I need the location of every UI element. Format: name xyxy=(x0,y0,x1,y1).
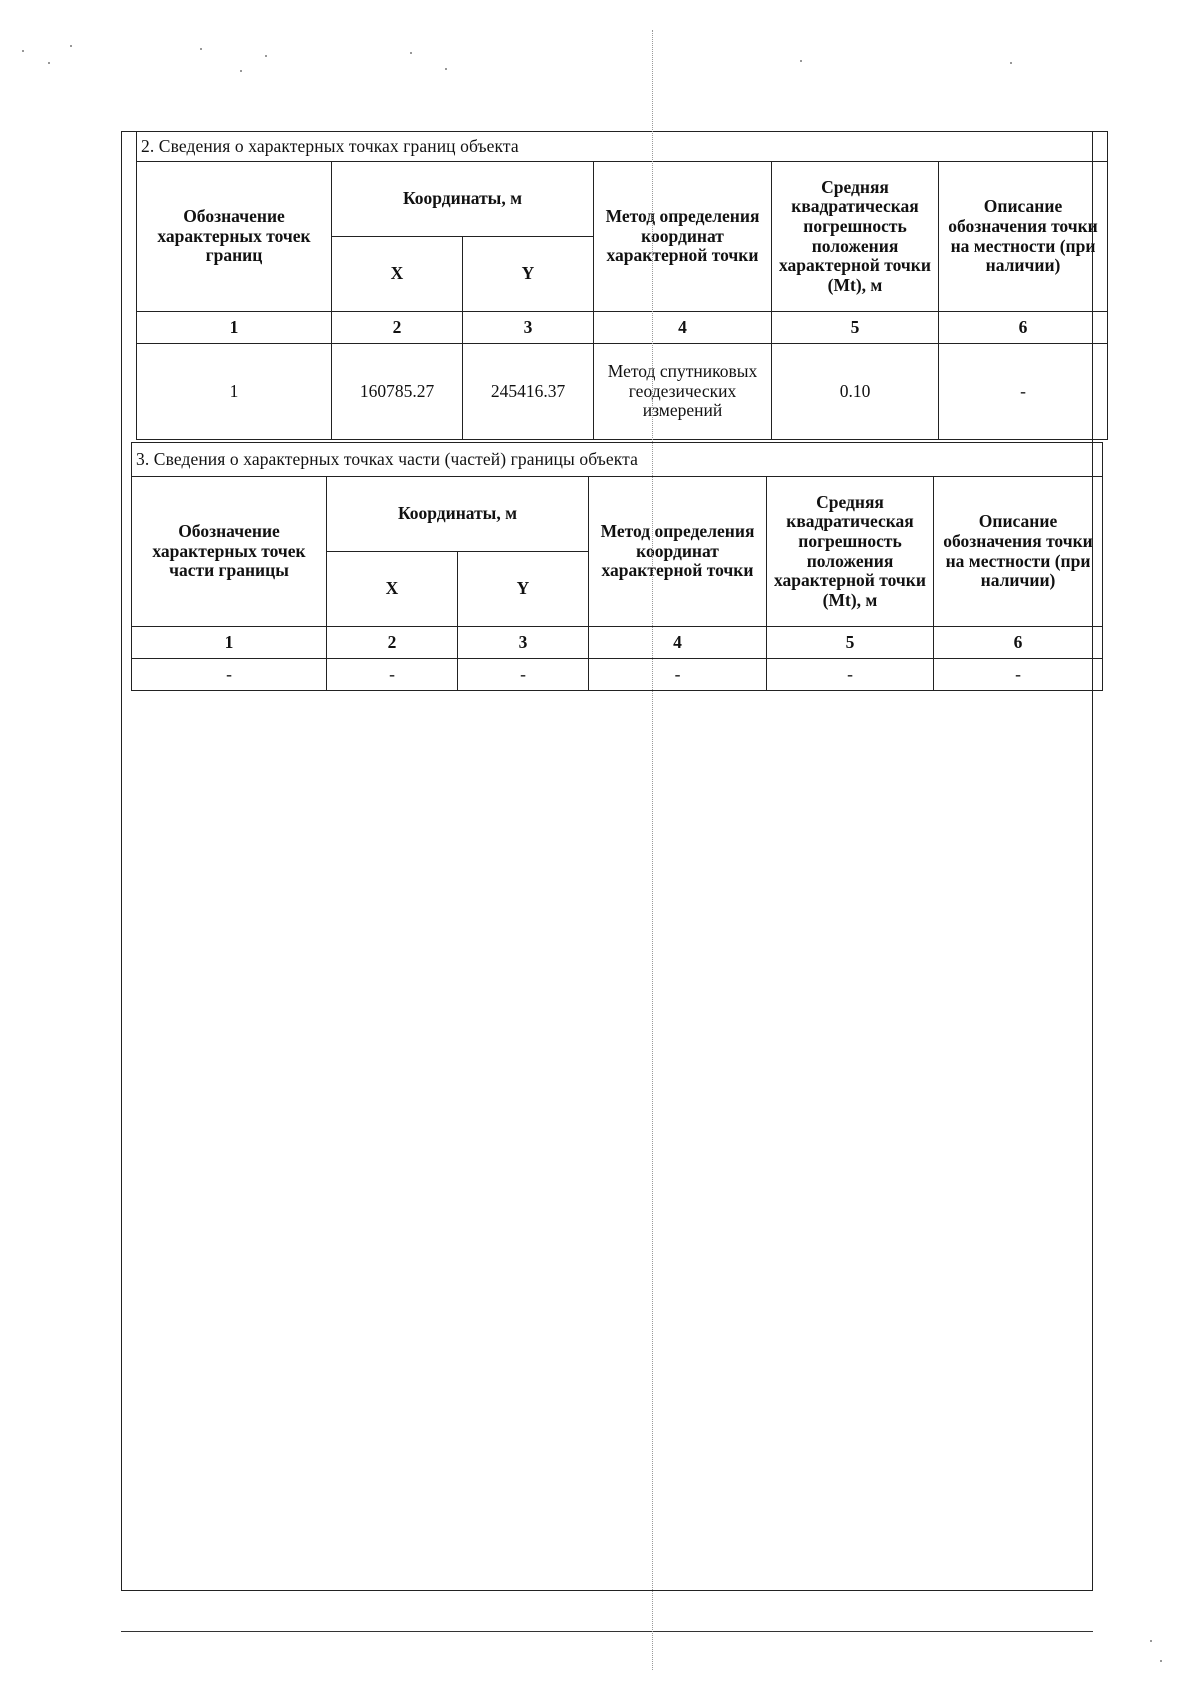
scan-speck xyxy=(265,55,267,57)
column-number: 5 xyxy=(767,627,934,659)
column-number: 2 xyxy=(327,627,458,659)
point-designation: 1 xyxy=(137,344,332,440)
column-number: 5 xyxy=(772,312,939,344)
scan-speck xyxy=(48,62,50,64)
column-number: 2 xyxy=(332,312,463,344)
characteristic-points-table xyxy=(136,131,1108,440)
header-description: Описание обозначения точки на местности (при наличии) xyxy=(939,162,1108,312)
column-number: 6 xyxy=(934,627,1103,659)
header-designation: Обозначение характерных точек границ xyxy=(137,162,332,312)
column-number: 1 xyxy=(137,312,332,344)
scan-speck xyxy=(70,45,72,47)
column-number: 3 xyxy=(463,312,594,344)
column-number: 4 xyxy=(594,312,772,344)
coordinate-y: 245416.37 xyxy=(463,344,594,440)
scan-speck xyxy=(1150,1640,1152,1642)
header-coordinates: Координаты, м xyxy=(327,477,589,552)
mean-square-error: 0.10 xyxy=(772,344,939,440)
coordinate-x: - xyxy=(327,659,458,691)
header-description: Описание обозначения точки на местности (при наличии) xyxy=(934,477,1103,627)
column-numbers-row xyxy=(132,627,1103,659)
column-numbers-row xyxy=(137,312,1108,344)
table-row xyxy=(132,659,1103,691)
coordinate-x: 160785.27 xyxy=(332,344,463,440)
scan-speck xyxy=(410,52,412,54)
section-3-title: 3. Сведения о характерных точках части (частей) границы объекта xyxy=(132,443,1103,477)
column-number: 4 xyxy=(589,627,767,659)
header-method: Метод определения координат характерной точки xyxy=(594,162,772,312)
header-error: Средняя квадратическая погрешность положения характерной точки (Mt), м xyxy=(767,477,934,627)
scan-speck xyxy=(1160,1660,1162,1662)
column-number: 6 xyxy=(939,312,1108,344)
header-x: X xyxy=(327,552,458,627)
point-description: - xyxy=(939,344,1108,440)
table-row xyxy=(137,344,1108,440)
bottom-rule xyxy=(121,1631,1093,1632)
header-y: Y xyxy=(463,237,594,312)
header-y: Y xyxy=(458,552,589,627)
determination-method: Метод спутниковых геодезических измерений xyxy=(594,344,772,440)
scan-speck xyxy=(445,68,447,70)
header-designation: Обозначение характерных точек части границы xyxy=(132,477,327,627)
mean-square-error: - xyxy=(767,659,934,691)
scan-speck xyxy=(200,48,202,50)
coordinate-y: - xyxy=(458,659,589,691)
header-method: Метод определения координат характерной точки xyxy=(589,477,767,627)
column-number: 1 xyxy=(132,627,327,659)
scan-speck xyxy=(1010,62,1012,64)
point-description: - xyxy=(934,659,1103,691)
part-boundary-points-table xyxy=(131,442,1103,691)
point-designation: - xyxy=(132,659,327,691)
scan-speck xyxy=(800,60,802,62)
scan-speck xyxy=(240,70,242,72)
header-coordinates: Координаты, м xyxy=(332,162,594,237)
determination-method: - xyxy=(589,659,767,691)
column-number: 3 xyxy=(458,627,589,659)
scan-speck xyxy=(22,50,24,52)
scan-fold-line xyxy=(652,30,653,1670)
section-2-title: 2. Сведения о характерных точках границ объекта xyxy=(137,132,1108,162)
header-x: X xyxy=(332,237,463,312)
header-error: Средняя квадратическая погрешность положения характерной точки (Mt), м xyxy=(772,162,939,312)
